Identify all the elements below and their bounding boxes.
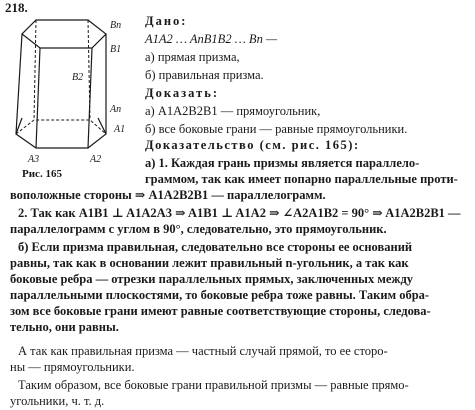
prove-heading: Доказать: bbox=[145, 86, 219, 100]
proof-line-3: воположные стороны ⇒ A1A2B2B1 — параллелограмм. bbox=[10, 188, 326, 202]
given-b: б) правильная призма. bbox=[145, 68, 264, 82]
proof-heading: Доказательство (см. рис. 165): bbox=[145, 138, 360, 152]
prove-b: б) все боковые грани — равные прямоугольники. bbox=[145, 122, 408, 136]
proof-line-4: 2. Так как A1B1 ⊥ A1A2A3 ⇒ A1B1 ⊥ A1A2 ⇒ ∠A2A1B2 = 90° ⇒ A1A2B2B1 — bbox=[18, 206, 461, 220]
figure-caption: Рис. 165 bbox=[22, 168, 62, 180]
label-b2: B2 bbox=[72, 72, 84, 83]
proof-line-7: равны, так как в основании лежит правильный n-угольник, а так как bbox=[10, 256, 409, 270]
proof-line-14: Таким образом, все боковые грани правильной призмы — равные прямо- bbox=[18, 378, 409, 392]
proof-line-11: тельно, они равны. bbox=[10, 320, 119, 334]
given-prism: A1A2 … AnB1B2 … Bn — bbox=[145, 32, 278, 46]
proof-line-13: ны — прямоугольники. bbox=[10, 360, 135, 374]
proof-line-2: граммом, так как имеет попарно параллельные проти- bbox=[145, 172, 458, 186]
proof-line-8: боковые ребра — отрезки параллельных прямых, заключенных между bbox=[10, 272, 414, 286]
label-b1: B1 bbox=[110, 44, 122, 55]
label-bn: Bn bbox=[110, 20, 122, 31]
label-a3: A3 bbox=[28, 154, 40, 165]
given-heading: Дано: bbox=[145, 14, 188, 28]
proof-line-12: А так как правильная призма — частный случай прямой, то ее сторо- bbox=[18, 344, 388, 358]
proof-line-6: б) Если призма правильная, следовательно все стороны ее оснований bbox=[18, 240, 413, 254]
label-an: An bbox=[110, 104, 122, 115]
prove-a: а) A1A2B2B1 — прямоугольник, bbox=[145, 104, 321, 118]
label-a1: A1 bbox=[114, 124, 126, 135]
proof-line-15: угольники, ч. т. д. bbox=[10, 394, 105, 408]
proof-line-1: а) 1. Каждая грань призмы является параллело- bbox=[145, 156, 420, 170]
problem-number: 218. bbox=[5, 0, 28, 15]
prism-figure bbox=[6, 14, 134, 166]
given-a: а) прямая призма, bbox=[145, 50, 240, 64]
proof-line-5: параллелограмм с углом в 90°, следовательно, это прямоугольник. bbox=[10, 222, 387, 236]
proof-line-9: параллельными плоскостями, то боковые ребра тоже равны. Таким обра- bbox=[10, 288, 430, 302]
label-a2: A2 bbox=[90, 154, 102, 165]
proof-line-10: зом все боковые грани имеют равные соответствующие стороны, следова- bbox=[10, 304, 431, 318]
